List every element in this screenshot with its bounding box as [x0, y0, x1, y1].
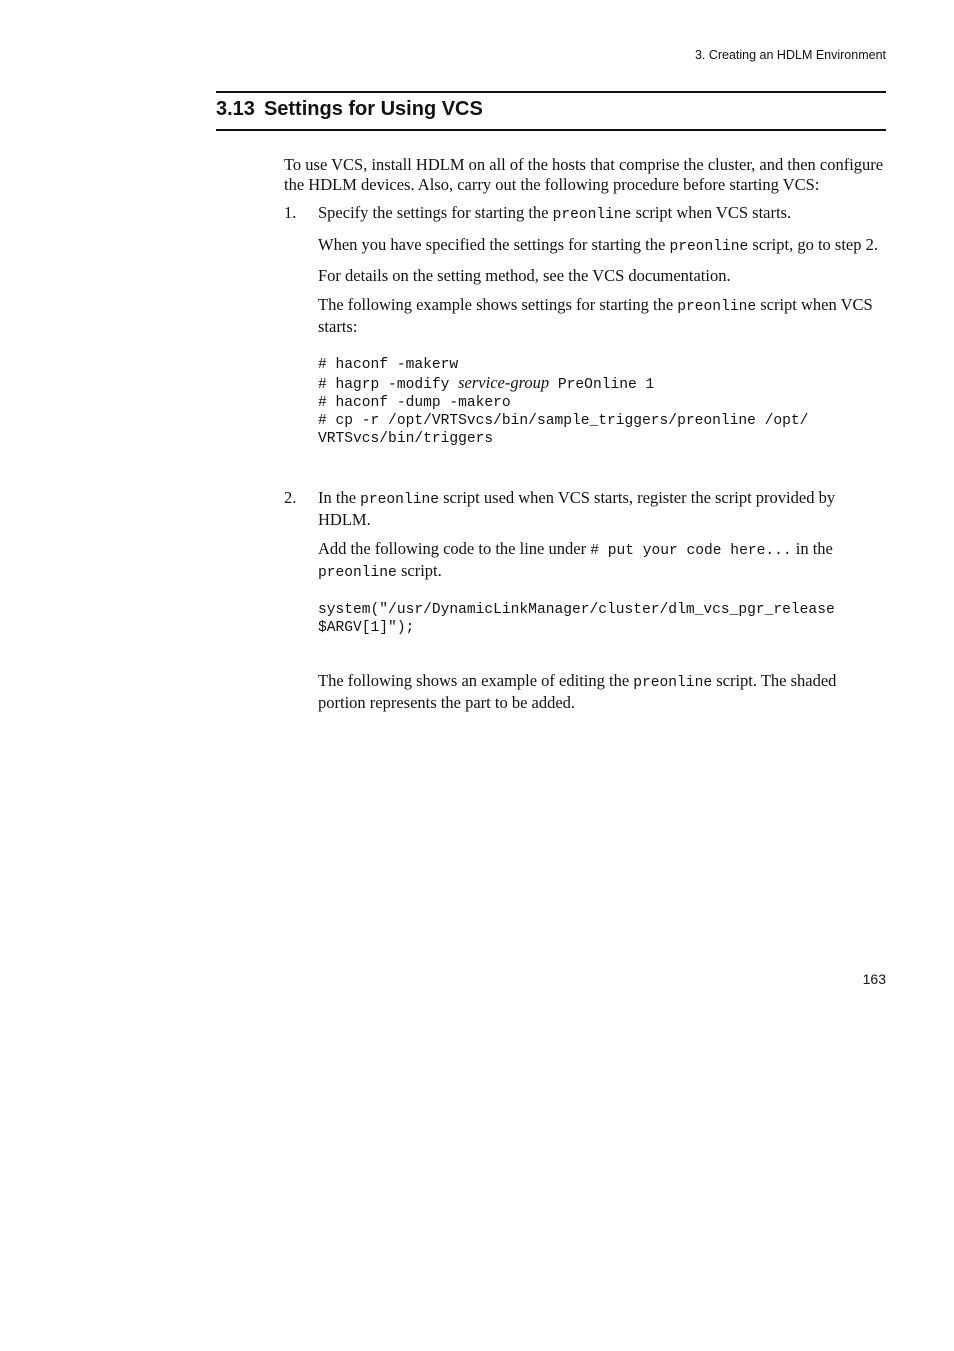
text: script when VCS starts:: [318, 294, 873, 336]
step-number: 1.: [284, 203, 297, 222]
code-text: # hagrp -modify: [318, 376, 459, 393]
step-body: [318, 488, 886, 722]
text: The following shows an example of editing the: [318, 670, 634, 690]
step-paragraph: [318, 295, 886, 337]
inline-code: preonline: [318, 565, 397, 581]
text: script, go to step 2.: [748, 234, 878, 254]
text: script used when VCS starts, register the script provided by HDLM.: [318, 487, 836, 529]
code-block: [318, 601, 886, 637]
step-2: [284, 488, 886, 722]
inline-code: # put your code here...: [590, 542, 792, 559]
text: script. The shaded portion represents the part to be added.: [318, 670, 837, 712]
code-line: # haconf -makerw: [318, 356, 459, 373]
inline-code: preonline: [360, 491, 439, 508]
section-heading: [216, 98, 483, 121]
intro-paragraph: To use VCS, install HDLM on all of the hosts that comprise the cluster, and then configure the HDLM devices. Also, carry out the following procedure before starting VCS:: [284, 155, 884, 194]
step-paragraph: For details on the setting method, see the VCS documentation.: [318, 266, 731, 285]
section-rule-bottom: [216, 129, 886, 131]
text: In the: [318, 487, 361, 507]
text: in the: [791, 538, 833, 558]
step-number: 2.: [284, 487, 297, 507]
text: When you have specified the settings for starting the: [318, 234, 670, 254]
code-line: # haconf -dump -makero: [318, 394, 511, 411]
step-paragraph: [318, 235, 886, 258]
step-1: [284, 203, 886, 488]
code-line: # cp -r /opt/VRTSvcs/bin/sample_triggers/preonline /opt/: [318, 412, 809, 429]
section-title: Settings for Using VCS: [263, 98, 483, 120]
text: Specify the settings for starting the: [318, 203, 553, 222]
section-rule-top: [216, 91, 886, 93]
page-number: 163: [862, 971, 886, 987]
code-line: system("/usr/DynamicLinkManager/cluster/dlm_vcs_pgr_release: [318, 601, 835, 618]
code-block: [318, 356, 886, 448]
step-paragraph: [318, 203, 886, 226]
section-number: 3.13: [216, 98, 255, 120]
code-line: [318, 374, 886, 394]
text: The following example shows settings for starting the: [318, 294, 678, 314]
section-body: [284, 155, 886, 722]
code-line: $ARGV[1]");: [318, 619, 415, 636]
inline-code: preonline: [669, 238, 749, 255]
inline-code: preonline: [633, 674, 713, 691]
code-line: VRTSvcs/bin/triggers: [318, 430, 494, 447]
text: Add the following code to the line under: [318, 538, 591, 558]
step-body: [318, 203, 886, 488]
running-header: 3. Creating an HDLM Environment: [694, 48, 886, 62]
placeholder-text: service-group: [458, 372, 550, 392]
inline-code: preonline: [552, 207, 632, 223]
step-paragraph: [318, 539, 886, 584]
text: script when VCS starts.: [631, 203, 792, 222]
code-text: PreOnline 1: [549, 376, 655, 393]
text: script.: [396, 561, 442, 580]
step-paragraph: [318, 671, 886, 713]
inline-code: preonline: [677, 298, 757, 315]
step-paragraph: [318, 488, 886, 530]
